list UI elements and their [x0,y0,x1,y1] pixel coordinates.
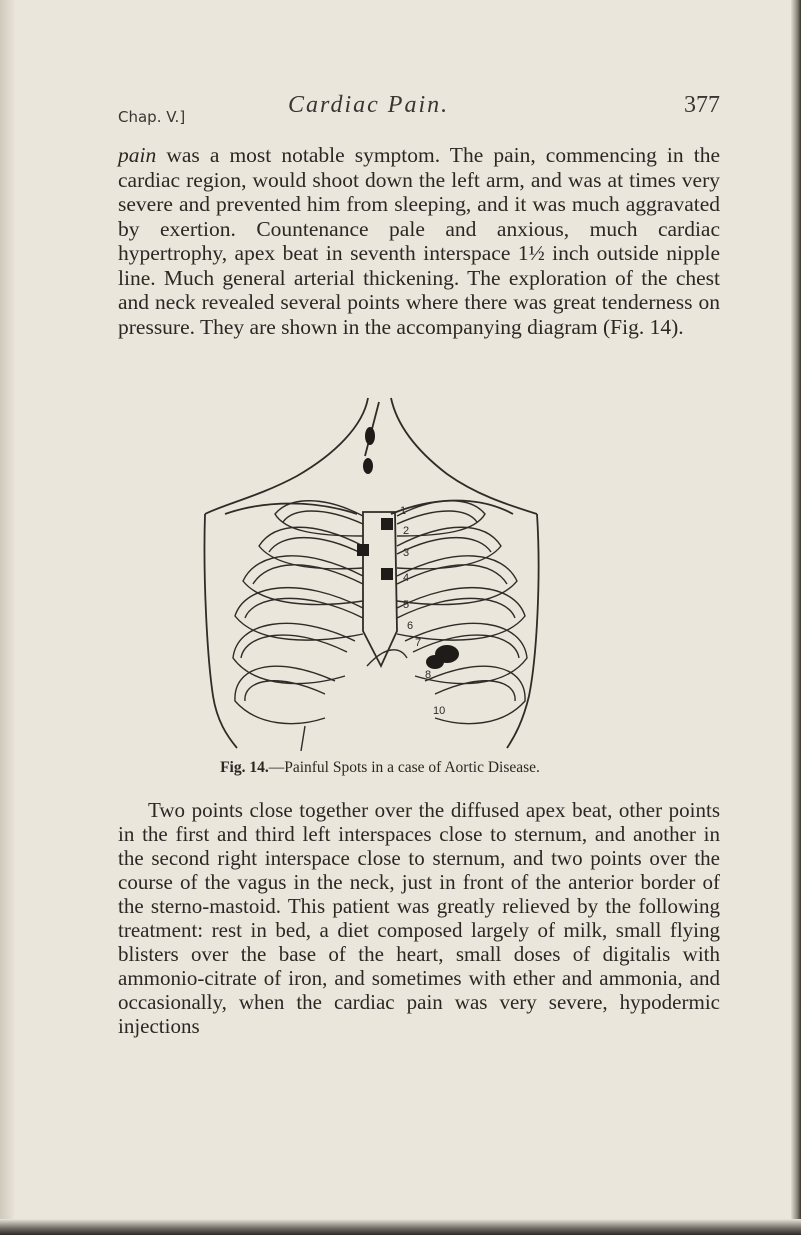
torso-left-outline [204,514,237,748]
rib-number: 4 [403,572,410,584]
sternum [363,512,397,666]
painful-spot [381,518,393,530]
paragraph-1-lead: pain [118,143,157,167]
paragraph-1 [118,143,720,339]
chest-diagram-svg [185,396,575,751]
ribs-right-side [397,501,527,724]
rib-number: 7 [415,637,422,649]
running-head [118,92,718,132]
ribs-left-side [233,501,363,724]
painful-spot [363,458,373,474]
rib-number: 3 [403,547,410,559]
chest-diagram [185,396,575,751]
paragraph-2: Two points close together over the diffused apex beat, other points in the first and third left interspaces close to sternum, and another in the second right interspace close to sternum, and two points over the course of the vagus in the neck, just in front of the anterior border of the sterno-mastoid. This patient was greatly relieved by the following treatment: rest in bed, a diet composed largely of milk, small flying blisters over the base of the heart, small doses of digitalis with ammonio-citrate of iron, and sometimes with ether and ammonia, and occasionally, when the cardiac pain was very severe, hypodermic injections [118,798,720,1038]
clavicle-right [391,501,513,515]
painful-spot [357,544,369,556]
page-number: 377 [684,92,720,118]
running-title: Cardiac Pain. [288,92,450,118]
painful-spot [381,568,393,580]
lower-spine-line [301,726,305,751]
rib-number: 6 [407,620,414,632]
page-bottom-edge [0,1219,801,1235]
figure-caption-label: Fig. 14. [220,759,269,776]
paragraph-1-text: was a most notable symptom. The pain, commencing in the cardiac region, would shoot down the left arm, and was at times very severe and prevented him from sleeping, and it was much aggravated by exertion. Countenance pale and anxious, much cardiac hypertrophy, apex beat in seventh interspace 1½ inch outside nipple line. Much general arterial thickening. The exploration of the chest and neck revealed several points where there was great tenderness on pressure. They are shown in the accompanying diagram (Fig. 14). [118,143,720,339]
rib-number: 2 [403,525,410,537]
chapter-label: Chap. V.] [118,108,186,126]
page-edge-left [0,0,14,1235]
painful-spot [365,427,375,445]
neck-left-line [205,398,368,514]
page-edge-right [791,0,801,1235]
rib-number: 1 [400,505,407,517]
painful-spot [426,655,444,669]
rib-number: 5 [403,599,410,611]
neck-right-line [391,398,537,514]
rib-number: 8 [425,669,432,681]
figure-caption [190,759,570,777]
rib-number: 10 [433,705,446,717]
figure-caption-text: —Painful Spots in a case of Aortic Disease. [268,759,540,776]
